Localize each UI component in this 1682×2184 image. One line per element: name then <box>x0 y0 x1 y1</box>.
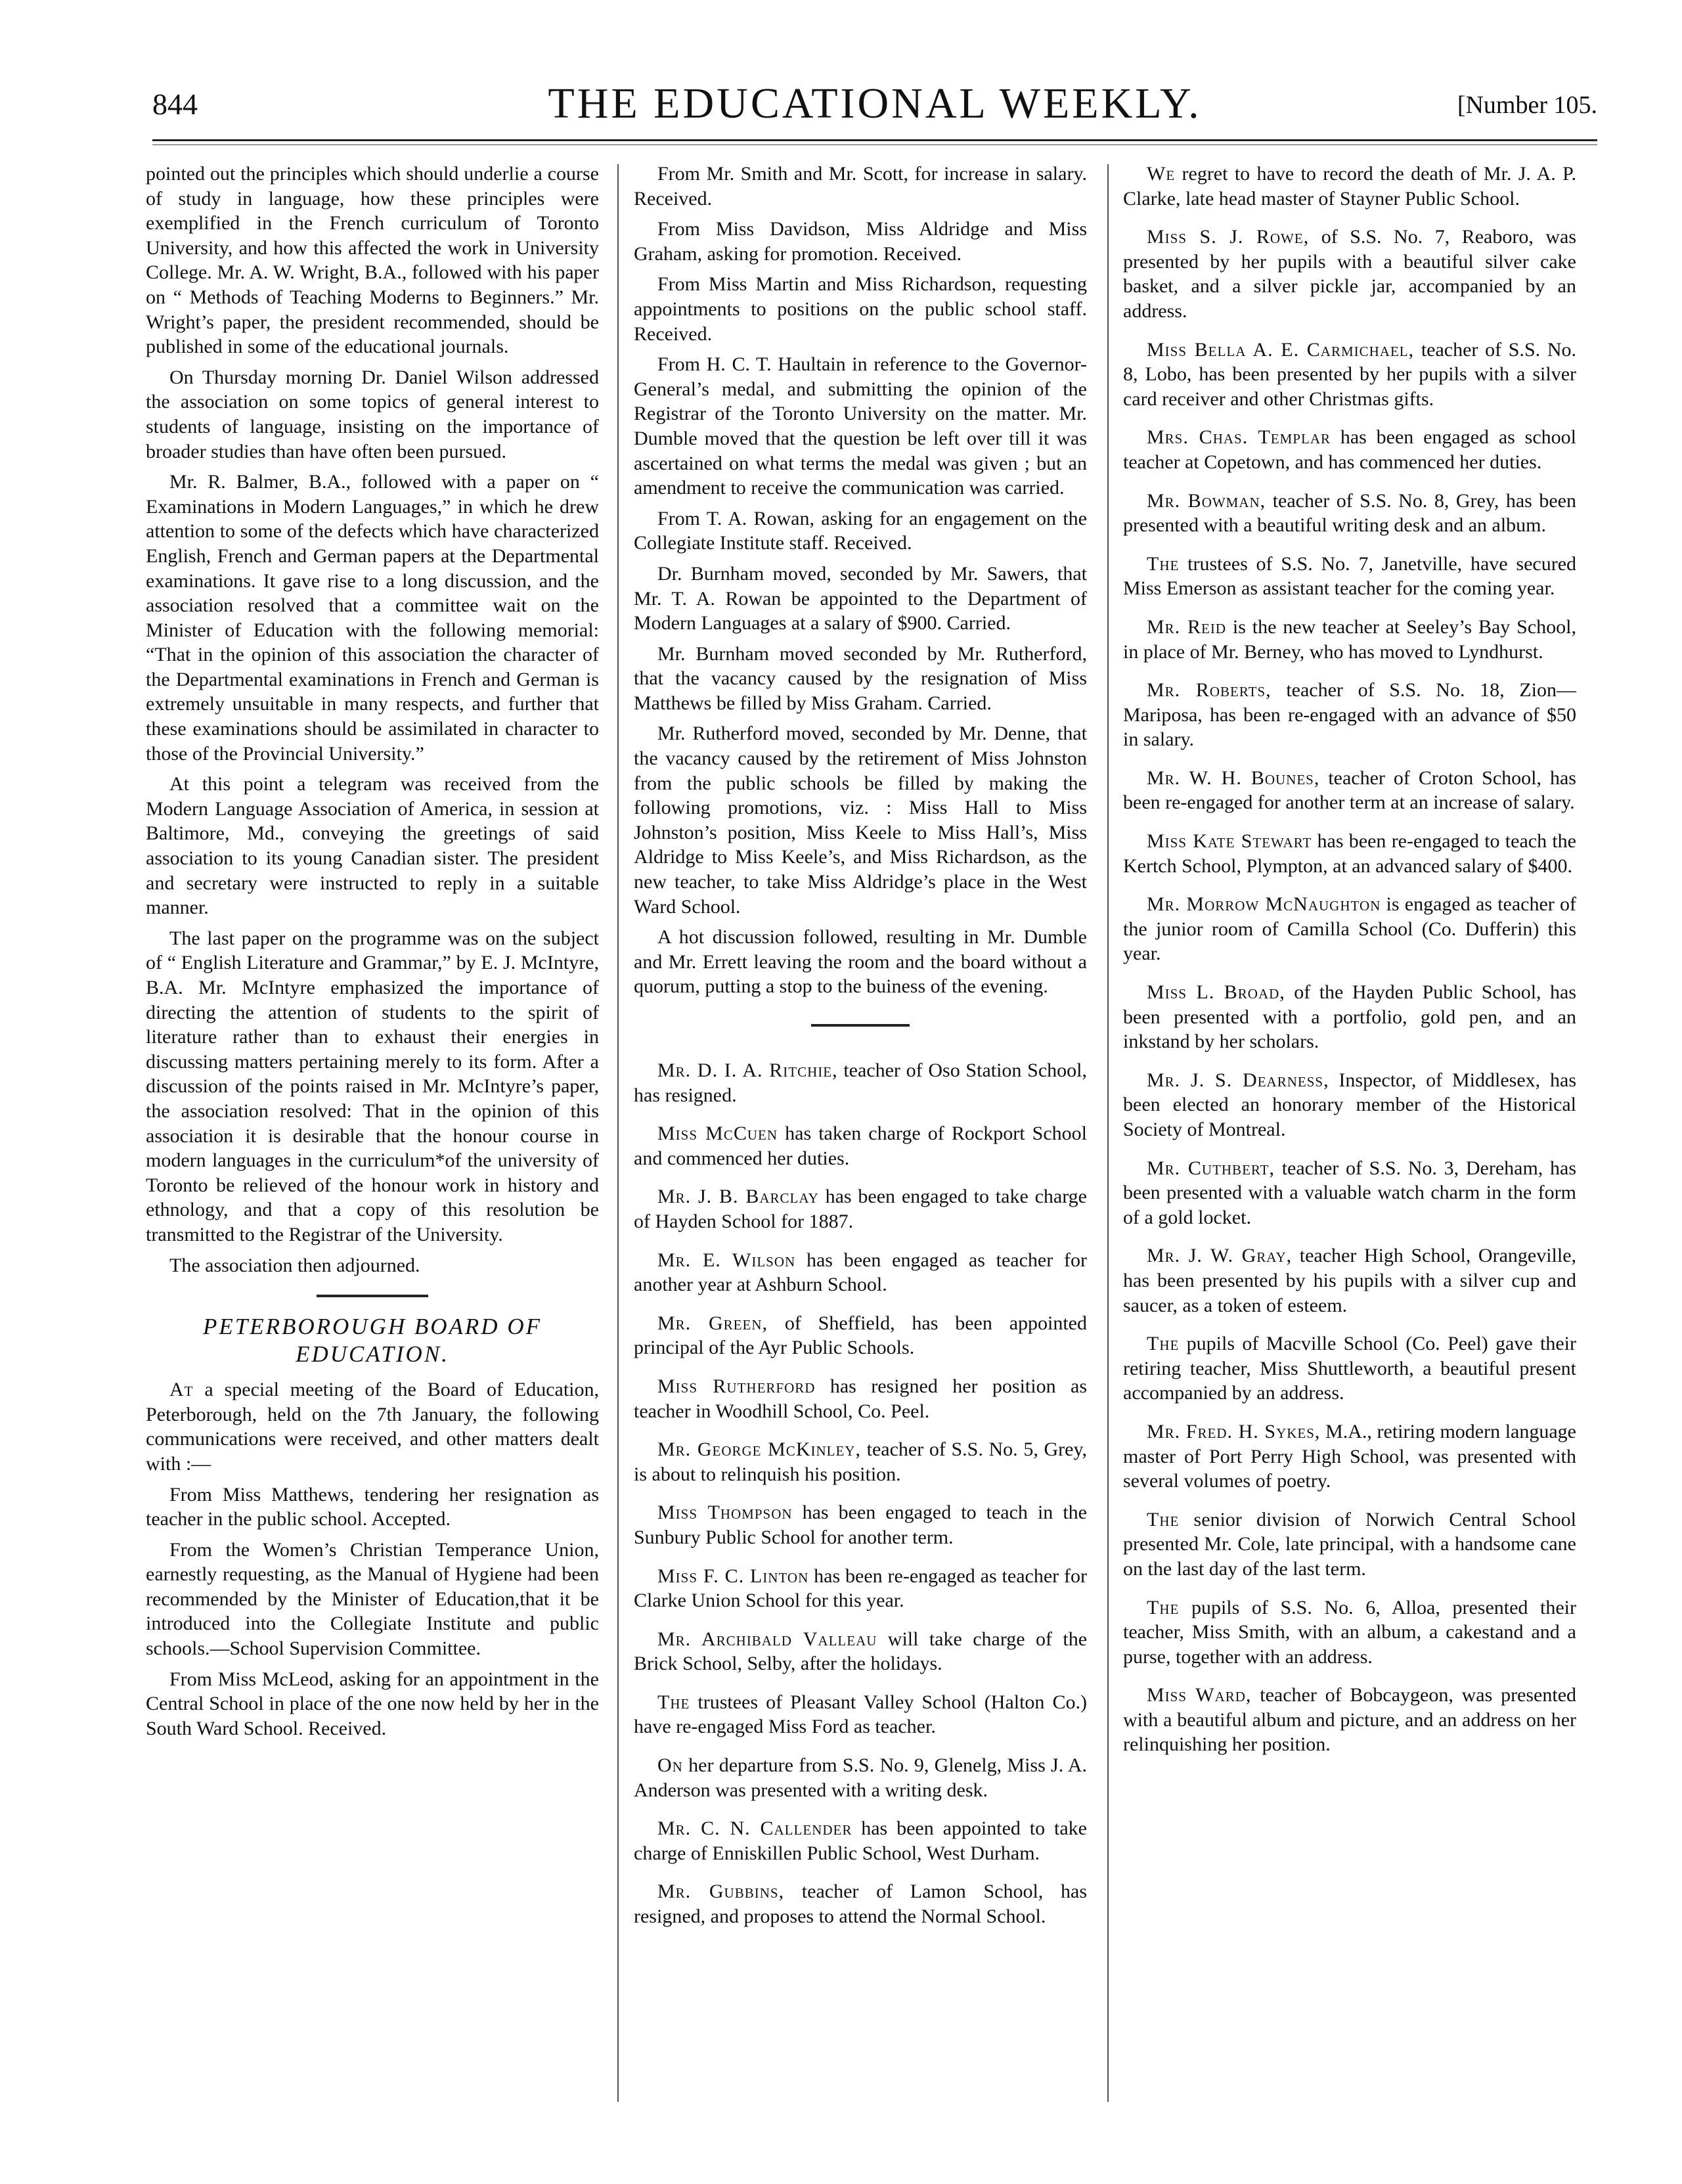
news-item <box>634 1879 1087 1928</box>
item-text: teacher of S.S. No. 5, Grey, is about to relinquish his position. <box>634 1438 1088 1485</box>
item-text: has been re-engaged as teacher for Clarke Union School for this year. <box>634 1565 1087 1612</box>
item-text: has been engaged as teacher for another year at Ashburn School. <box>634 1249 1087 1296</box>
news-item <box>634 1564 1087 1613</box>
column-1 <box>146 162 599 1747</box>
item-name: Miss F. C. Linton <box>657 1565 809 1587</box>
item-text: has been re-engaged to teach the Kertch School, Plympton, at an advanced salary of $400. <box>1123 830 1576 877</box>
paragraph: Dr. Burnham moved, seconded by Mr. Sawers, that Mr. T. A. Rowan be appointed to the Department of Modern Languages at a salary of $900. Carried. <box>634 562 1087 635</box>
paragraph: From H. C. T. Haultain in reference to the Governor-General’s medal, and submitting the opinion of the Registrar of the Toronto University on the matter. Mr. Dumble moved that the question be left over till it was ascertained on what terms the medal was given ; but an amendment to receive the communication was carried. <box>634 353 1087 499</box>
item-name: Mr. J. S. Dearness, <box>1147 1069 1329 1091</box>
news-item <box>1123 1507 1576 1582</box>
paragraph: pointed out the principles which should underlie a course of study in language, how these principles were exemplified in the French curriculum of Toronto University, and how this affected the work in University College. Mr. A. W. Wright, B.A., followed with his paper on “ Methods of Teaching Moderns to Beginners.” Mr. Wright’s paper, the president recommended, should be published in some of the educational journals. <box>146 163 599 358</box>
news-item <box>1123 615 1576 664</box>
news-item <box>634 1058 1087 1107</box>
item-name: The <box>1147 1596 1180 1618</box>
item-text: teacher High School, Orangeville, has been presented by his pupils with a silver cup and saucer, as a token of esteem. <box>1123 1245 1577 1316</box>
item-name: Mr. Morrow McNaughton <box>1147 893 1381 916</box>
item-text: M.A., retiring modern language master of Port Perry High School, was presented with several volumes of poetry. <box>1123 1420 1576 1492</box>
paragraph: From the Women’s Christian Temperance Union, earnestly requesting, as the Manual of Hygiene had been recommended by the Minister of Education,that it be introduced into the Collegiate Institute and public schools.—School Supervision Committee. <box>146 1538 599 1660</box>
paragraph: Mr. Burnham moved seconded by Mr. Rutherford, that the vacancy caused by the resignation of Miss Matthews be filled by Miss Graham. Carried. <box>634 642 1087 714</box>
item-name: We <box>1147 163 1176 185</box>
item-text: is the new teacher at Seeley’s Bay School, in place of Mr. Berney, who has moved to Lyndhurst. <box>1123 615 1576 663</box>
item-text: pupils of S.S. No. 6, Alloa, presented their teacher, Miss Smith, with an album, a cakestand and a purse, together with an address. <box>1123 1596 1576 1668</box>
item-text: has taken charge of Rockport School and commenced her duties. <box>634 1123 1088 1169</box>
paragraph: From T. A. Rowan, asking for an engagement on the Collegiate Institute staff. Received. <box>634 507 1087 554</box>
item-name: Mr. Cuthbert, <box>1147 1157 1275 1179</box>
item-name: Miss Ward, <box>1147 1684 1252 1706</box>
item-name: Miss Thompson <box>657 1502 793 1524</box>
news-item <box>634 1627 1087 1676</box>
item-text: is engaged as teacher of the junior room of Camilla School (Co. Dufferin) this year. <box>1123 893 1577 965</box>
section-separator <box>811 1024 910 1027</box>
item-text: pupils of Macville School (Co. Peel) gave their retiring teacher, Miss Shuttleworth, a beautiful present accompanied by an address. <box>1123 1333 1576 1404</box>
news-item <box>1123 162 1576 211</box>
news-item <box>1123 1683 1576 1757</box>
news-item <box>1123 766 1576 815</box>
item-name: Mr. Archibald Valleau <box>657 1628 877 1650</box>
column-divider-2 <box>1107 164 1109 2102</box>
news-item <box>1123 980 1576 1054</box>
news-item <box>634 1248 1087 1297</box>
news-item <box>634 1753 1087 1802</box>
item-name: Mr. C. N. Callender <box>657 1817 852 1840</box>
news-item <box>634 1184 1087 1234</box>
item-name: Mr. J. B. Barclay <box>657 1186 819 1208</box>
item-text: teacher of Lamon School, has resigned, and proposes to attend the Normal School. <box>634 1881 1087 1928</box>
news-item <box>1123 1243 1576 1318</box>
item-text: trustees of Pleasant Valley School (Halton Co.) have re-engaged Miss Ford as teacher. <box>634 1691 1088 1738</box>
news-item <box>634 1374 1087 1423</box>
column-2 <box>634 162 1087 1943</box>
lead-word: At <box>169 1379 194 1401</box>
news-item <box>634 1816 1087 1865</box>
paragraph: At this point a telegram was received from the Modern Language Association of America, in session at Baltimore, Md., conveying the greetings of said association to its young Canadian sister. The president and secretary were instructed to reply in a suitable manner. <box>146 773 599 919</box>
item-name: Mr. Green, <box>657 1312 768 1334</box>
item-name: Mr. D. I. A. Ritchie, <box>657 1059 838 1081</box>
journal-title: THE EDUCATIONAL WEEKLY. <box>548 79 1202 127</box>
news-item <box>634 1690 1087 1739</box>
paragraph: From Miss McLeod, asking for an appointment in the Central School in place of the one now held by her in the South Ward School. Received. <box>146 1668 599 1739</box>
news-item <box>1123 892 1576 966</box>
paragraph: From Miss Davidson, Miss Aldridge and Miss Graham, asking for promotion. Received. <box>634 218 1087 265</box>
item-name: Mr. Reid <box>1147 615 1227 638</box>
item-name: Mrs. Chas. Templar <box>1147 426 1331 449</box>
news-item <box>1123 829 1576 878</box>
page-header <box>152 79 1597 138</box>
item-text: has been engaged as school teacher at Copetown, and has commenced her duties. <box>1123 426 1577 473</box>
paragraph: The last paper on the programme was on the subject of “ English Literature and Grammar,” by E. J. McIntyre, B.A. Mr. McIntyre emphasized the importance of directing the attention of students to the spirit of literature rather than to exhaust their energies in discussing matters pertaining merely to its form. After a discussion of the points raised in Mr. McIntyre’s paper, the association resolved: That in the opinion of this association it is desirable that the honour course in modern languages in the curriculum*of the university of Toronto be relieved of the honour work in history and ethnology, and that a copy of this resolution be transmitted to the Registrar of the University. <box>146 927 599 1245</box>
paragraph: Mr. R. Balmer, B.A., followed with a paper on “ Examinations in Modern Languages,” in which he drew attention to some of the defects which have characterized English, French and German papers at the Departmental examinations. It gave rise to a long discussion, and the association resolved that a committee wait on the Minister of Education with the following memorial: “That in the opinion of this association the character of the Departmental examinations in French and German is extremely unsuitable in many respects, and further that these examinations should be assimilated in character to those of the Provincial University.” <box>146 471 599 765</box>
item-text: trustees of S.S. No. 7, Janetville, have secured Miss Emerson as assistant teacher for the coming year. <box>1123 552 1577 600</box>
news-item <box>1123 1068 1576 1142</box>
item-name: Miss Rutherford <box>657 1375 816 1397</box>
item-name: The <box>657 1691 690 1713</box>
item-name: Miss Bella A. E. Carmichael, <box>1147 338 1415 361</box>
news-item <box>634 1500 1087 1549</box>
news-item <box>1123 1156 1576 1230</box>
item-name: The <box>1147 552 1180 575</box>
paragraph: From Miss Matthews, tendering her resignation as teacher in the public school. Accepted. <box>146 1483 599 1530</box>
item-name: Mr. Fred. H. Sykes, <box>1147 1420 1321 1442</box>
item-name: Mr. Gubbins, <box>657 1881 785 1903</box>
page-number: 844 <box>152 87 198 121</box>
item-name: Mr. J. W. Gray, <box>1147 1245 1293 1267</box>
item-text: of the Hayden Public School, has been presented with a portfolio, gold pen, and an inkstand by her scholars. <box>1123 981 1577 1053</box>
item-text: senior division of Norwich Central School presented Mr. Cole, late principal, with a handsome cane on the last day of the last term. <box>1123 1508 1577 1580</box>
news-item <box>1123 1595 1576 1670</box>
item-text: teacher of Oso Station School, has resigned. <box>634 1059 1088 1106</box>
paragraph: From Miss Martin and Miss Richardson, requesting appointments to positions on the public school staff. Received. <box>634 273 1087 345</box>
item-text: teacher of Croton School, has been re-engaged for another term at an increase of salary. <box>1123 767 1576 814</box>
paragraph <box>146 1377 599 1476</box>
item-text: of S.S. No. 7, Reaboro, was presented by her pupils with a beautiful silver cake basket, and a silver pickle jar, accompanied by an address. <box>1123 226 1576 322</box>
item-name: On <box>657 1754 683 1777</box>
paragraph: The association then adjourned. <box>169 1254 420 1276</box>
item-name: The <box>1147 1508 1180 1530</box>
paragraph: A hot discussion followed, resulting in Mr. Dumble and Mr. Errett leaving the room and the board without a quorum, putting a stop to the buiness of the evening. <box>634 926 1087 998</box>
item-text: her departure from S.S. No. 9, Glenelg, Miss J. A. Anderson was presented with a writing desk. <box>634 1754 1087 1801</box>
item-text: has resigned her position as teacher in Woodhill School, Co. Peel. <box>634 1375 1087 1422</box>
news-item <box>1123 552 1576 601</box>
item-text: has been appointed to take charge of Enniskillen Public School, West Durham. <box>634 1817 1087 1864</box>
item-text: has been engaged to teach in the Sunbury Public School for another term. <box>634 1502 1087 1548</box>
item-name: The <box>1147 1333 1180 1355</box>
news-item <box>1123 1331 1576 1406</box>
news-item <box>1123 489 1576 538</box>
section-separator <box>317 1295 428 1297</box>
issue-number: [Number 105. <box>1457 91 1597 119</box>
column-divider-1 <box>617 164 619 2102</box>
item-name: Miss McCuen <box>657 1123 778 1145</box>
news-item <box>1123 225 1576 323</box>
item-name: Miss Kate Stewart <box>1147 830 1312 853</box>
news-item <box>1123 678 1576 752</box>
item-text: teacher of S.S. No. 3, Dereham, has been presented with a valuable watch charm in the form of a gold locket. <box>1123 1157 1576 1228</box>
item-name: Mr. W. H. Bounes, <box>1147 767 1320 789</box>
item-name: Mr. E. Wilson <box>657 1249 796 1271</box>
item-name: Mr. George McKinley, <box>657 1438 861 1461</box>
item-name: Mr. Roberts, <box>1147 679 1272 702</box>
paragraph-text: a special meeting of the Board of Education, Peterborough, held on the 7th January, the following communications were received, and other matters dealt with :— <box>146 1379 599 1475</box>
item-text: regret to have to record the death of Mr. J. A. P. Clarke, late head master of Stayner Public School. <box>1123 163 1576 210</box>
news-item <box>1123 1419 1576 1494</box>
item-name: Miss L. Broad, <box>1147 981 1285 1004</box>
news-item <box>634 1437 1087 1486</box>
item-name: Mr. Bowman, <box>1147 489 1266 512</box>
news-item <box>634 1311 1087 1360</box>
section-heading: PETERBOROUGH BOARD OF EDUCATION. <box>203 1314 542 1368</box>
paragraph: On Thursday morning Dr. Daniel Wilson addressed the association on some topics of general interest to students of language, insisting on the importance of broader studies than have often been pursued. <box>146 366 599 462</box>
news-item <box>1123 425 1576 474</box>
item-text: will take charge of the Brick School, Selby, after the holidays. <box>634 1628 1088 1675</box>
item-text: Inspector, of Middlesex, has been elected an honorary member of the Historical Society of Montreal. <box>1123 1069 1576 1140</box>
item-text: teacher of Bobcaygeon, was presented with a beautiful album and picture, and an address on her relinquishing her position. <box>1123 1684 1577 1756</box>
item-text: teacher of S.S. No. 8, Grey, has been presented with a beautiful writing desk and an album. <box>1123 489 1576 537</box>
news-item <box>1123 338 1576 412</box>
item-text: teacher of S.S. No. 8, Lobo, has been presented by her pupils with a silver card receiver and other Christmas gifts. <box>1123 338 1576 410</box>
item-text: teacher of S.S. No. 18, Zion—Mariposa, has been re-engaged with an advance of $50 in salary. <box>1123 679 1576 751</box>
item-text: has been engaged to take charge of Hayden School for 1887. <box>634 1186 1087 1232</box>
item-name: Miss S. J. Rowe, <box>1147 226 1310 248</box>
news-item <box>634 1121 1087 1170</box>
paragraph: Mr. Rutherford moved, seconded by Mr. Denne, that the vacancy caused by the retirement of Miss Johnston from the public schools be filled by making the following promotions, viz. : Miss Hall to Miss Johnston’s position, Miss Keele to Miss Hall’s, Miss Aldridge to Miss Keele’s, and Miss Richardson, as the new teacher, to take Miss Aldridge’s place in the West Ward School. <box>634 723 1087 918</box>
column-3 <box>1123 162 1576 1771</box>
item-text: of Sheffield, has been appointed principal of the Ayr Public Schools. <box>634 1312 1087 1359</box>
header-rule <box>152 139 1597 141</box>
paragraph: From Mr. Smith and Mr. Scott, for increase in salary. Received. <box>634 163 1087 210</box>
